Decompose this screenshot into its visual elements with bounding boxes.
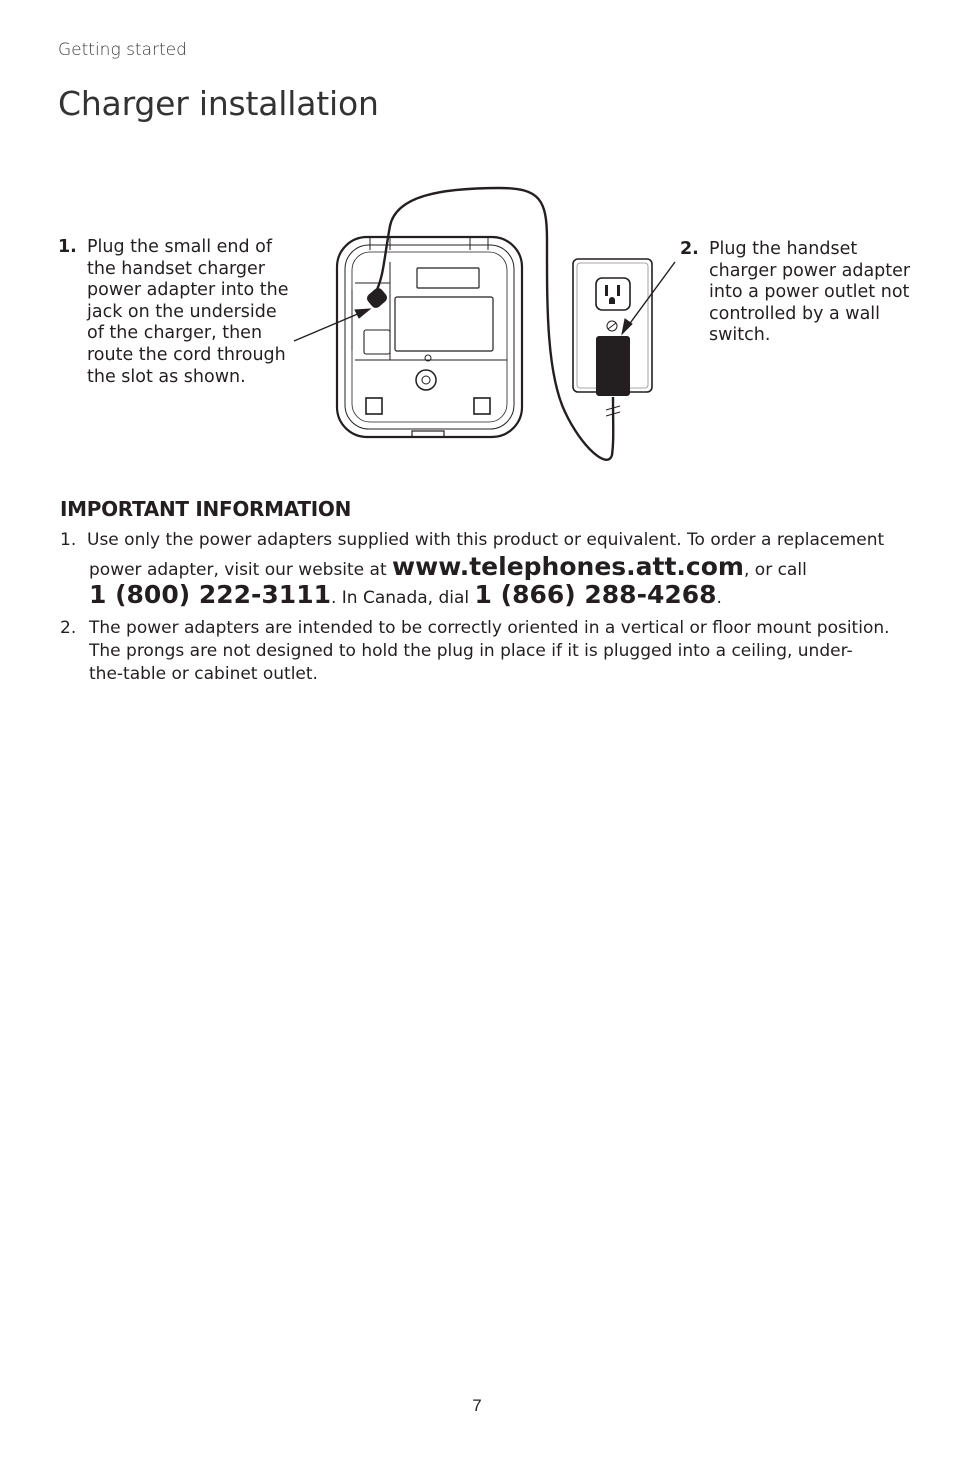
charger-base	[337, 237, 522, 437]
sentence-end: .	[716, 588, 722, 608]
important-item-1-line-3	[89, 580, 722, 609]
step-1-text: Plug the small end of the handset charger power adapter into the jack on the underside of the charger, then route the cord through the slot as shown.	[87, 237, 289, 387]
important-item-2-line-2: The prongs are not designed to hold the plug in place if it is plugged into a ceiling, under-	[89, 641, 853, 661]
important-item-1-line-1: Use only the power adapters supplied with this product or equivalent. To order a replacement	[87, 530, 885, 550]
website-prefix: power adapter, visit our website at	[89, 560, 393, 580]
page-number: 7	[472, 1396, 482, 1415]
page-title: Charger installation	[58, 84, 379, 123]
important-item-1-number: 1.	[60, 530, 77, 550]
important-info-heading: IMPORTANT INFORMATION	[60, 497, 352, 521]
important-item-2-line-3: the-table or cabinet outlet.	[89, 664, 318, 684]
important-item-2-line-1: The power adapters are intended to be correctly oriented in a vertical or floor mount position.	[89, 618, 890, 638]
step-2-number: 2.	[680, 239, 699, 259]
canada-text: . In Canada, dial	[330, 588, 475, 608]
step-1	[58, 237, 298, 388]
step-2	[680, 239, 920, 347]
important-item-2-number: 2.	[60, 618, 77, 638]
website-suffix: , or call	[743, 560, 807, 580]
phone-canada: 1 (866) 288-4268	[474, 580, 717, 609]
step-2-text: Plug the handset charger power adapter into a power outlet not controlled by a wall switch.	[709, 239, 911, 346]
charger-installation-illustration	[290, 180, 680, 472]
power-adapter	[596, 336, 630, 396]
website-link[interactable]: www.telephones.att.com	[392, 552, 744, 581]
phone-us: 1 (800) 222-3111	[89, 580, 331, 609]
important-item-1-line-2	[89, 552, 807, 581]
step-1-number: 1.	[58, 237, 77, 257]
section-label: Getting started	[58, 40, 187, 60]
